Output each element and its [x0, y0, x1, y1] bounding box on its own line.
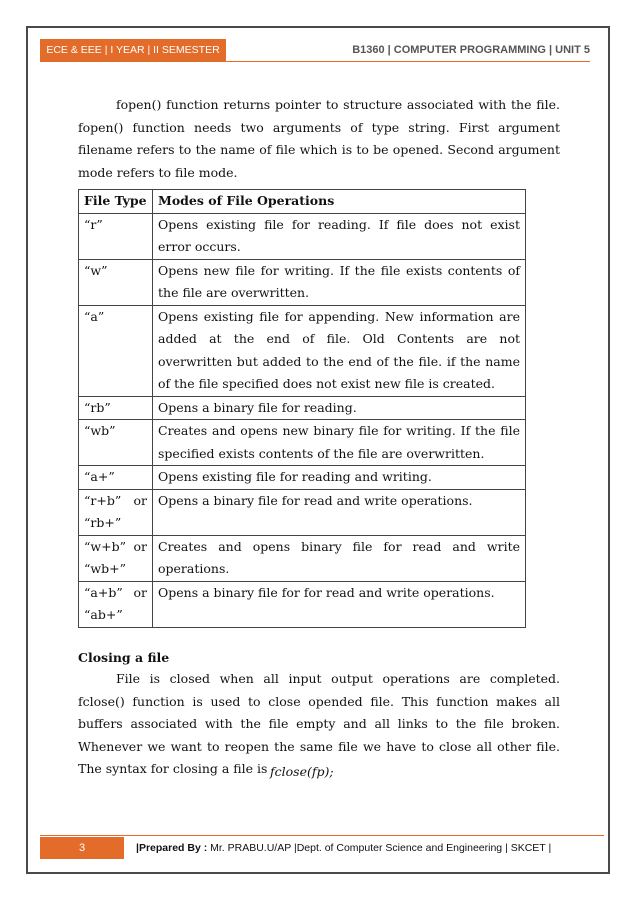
- table-row: [79, 213, 526, 259]
- row-type: “a”: [79, 305, 153, 396]
- row-desc: Creates and opens binary file for read and write operations.: [153, 535, 526, 581]
- fclose-syntax: fclose(fp);: [270, 764, 334, 779]
- table-header-row: [79, 190, 526, 214]
- page-number: 3: [40, 837, 124, 859]
- intro-text: fopen() function returns pointer to structure associated with the file. fopen() function needs two arguments of type string. First argument filename refers to the name of file which is to be opened. Second argument mode refers to file mode.: [78, 97, 560, 180]
- section-title-closing: Closing a file: [78, 650, 170, 665]
- table-row: [79, 466, 526, 490]
- row-desc: Opens new file for writing. If the file exists contents of the file are overwritten.: [153, 259, 526, 305]
- table-row: [79, 535, 526, 581]
- row-type: “rb”: [79, 396, 153, 420]
- prepared-by-label: |Prepared By :: [136, 842, 208, 854]
- table-row: [79, 489, 526, 535]
- row-type: “wb”: [79, 420, 153, 466]
- file-modes-table: [78, 189, 526, 628]
- row-desc: Opens existing file for reading and writing.: [153, 466, 526, 490]
- row-type: “r+b” or “rb+”: [79, 489, 153, 535]
- row-desc: Creates and opens new binary file for writing. If the file specified exists contents of the file are overwritten.: [153, 420, 526, 466]
- footer-divider: [40, 835, 604, 836]
- prepared-by-text: Mr. PRABU.U/AP |Dept. of Computer Science and Engineering | SKCET |: [207, 842, 552, 854]
- header-divider: [40, 61, 590, 62]
- row-desc: Opens a binary file for read and write operations.: [153, 489, 526, 535]
- row-desc: Opens a binary file for for read and write operations.: [153, 581, 526, 627]
- row-type: “a+b” or “ab+”: [79, 581, 153, 627]
- footer-text: [136, 837, 606, 859]
- header-right-label: B1360 | COMPUTER PROGRAMMING | UNIT 5: [352, 44, 590, 56]
- row-type: “r”: [79, 213, 153, 259]
- row-desc: Opens existing file for reading. If file does not exist error occurs.: [153, 213, 526, 259]
- row-type: “w”: [79, 259, 153, 305]
- row-desc: Opens existing file for appending. New information are added at the end of file. Old Contents are not overwritten but added to the end of the file. if the name of the file specified does not exist new file is created.: [153, 305, 526, 396]
- table-row: [79, 581, 526, 627]
- closing-text: File is closed when all input output operations are completed. fclose() function is used to close opended file. This function makes all buffers associated with the file empty and all links to the file broken. Whenever we want to reopen the same file we have to close all other file. The syntax for closing a file is: [78, 671, 560, 776]
- header-left-label: ECE & EEE | I YEAR | II SEMESTER: [40, 39, 226, 61]
- table-row: [79, 396, 526, 420]
- row-type: “a+”: [79, 466, 153, 490]
- row-desc: Opens a binary file for reading.: [153, 396, 526, 420]
- table-row: [79, 420, 526, 466]
- row-type: “w+b” or “wb+”: [79, 535, 153, 581]
- table-row: [79, 305, 526, 396]
- header-modes: Modes of File Operations: [153, 190, 526, 214]
- header-file-type: File Type: [79, 190, 153, 214]
- table-row: [79, 259, 526, 305]
- intro-paragraph: [78, 94, 560, 184]
